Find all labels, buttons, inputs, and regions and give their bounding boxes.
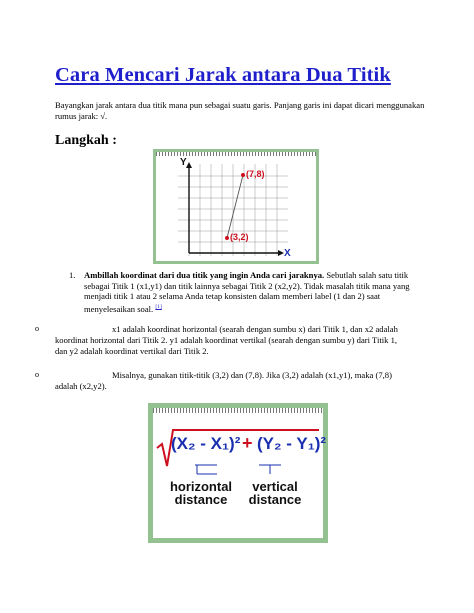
footnote-link[interactable]: [1] (155, 303, 162, 310)
page-title[interactable]: Cara Mencari Jarak antara Dua Titik (55, 64, 391, 86)
point-a-label: (3,2) (230, 232, 249, 242)
step-number: 1. (69, 270, 76, 280)
distance-formula-figure (148, 403, 328, 543)
formula-canvas (153, 408, 327, 538)
horizontal-label (167, 480, 235, 506)
bullet-mark: o (35, 324, 39, 333)
example-paragraph: Misalnya, gunakan titik-titik (3,2) dan (7,8). Jika (3,2) adalah (x1,y1), maka (7,8) adalah (x2,y2). (55, 370, 392, 391)
step-text (84, 270, 427, 314)
coordinate-graph-figure (153, 149, 319, 264)
graph-canvas (156, 152, 316, 261)
formula-x-term: (X₂ - X₁)² (171, 434, 241, 453)
vertical-label-line2: distance (248, 492, 302, 507)
explanation-paragraph: x1 adalah koordinat horizontal (searah dengan sumbu x) dari Titik 1, dan x2 adalah koordinat horizontal dari Titik 2. y1 adalah koordinat vertikal (searah dengan sumbu y) dari Titik 1, dan y2 adalah koordinat vertikal dari Titik 2. (55, 324, 398, 356)
point-b-label: (7,8) (246, 169, 265, 179)
step-bold-text: Ambillah koordinat dari dua titik yang ingin Anda cari jaraknya. (84, 270, 325, 280)
formula-y-term: (Y₂ - Y₁)² (257, 434, 327, 453)
horizontal-label-line1: horizontal (169, 479, 233, 494)
formula-plus: + (242, 433, 253, 453)
steps-heading: Langkah : (55, 133, 117, 148)
step-body-text: Sebutlah salah satu titik sebagai Titik 1 (x1,y1) dan titik lainnya sebagai Titik 2 (x2,y2). Tidak masalah titik mana yang menjadi titik 1 atau 2 selama Anda tetap konsisten dalam memberi label (1 dan 2) saat menyelesaikan soal. (84, 270, 410, 314)
vertical-label (243, 480, 307, 506)
vertical-label-line1: vertical (252, 479, 298, 494)
bullet-mark: o (35, 370, 39, 379)
horizontal-label-line2: distance (174, 492, 228, 507)
formula-svg (153, 408, 323, 538)
x-axis-label: X (284, 248, 291, 259)
intro-paragraph: Bayangkan jarak antara dua titik mana pun sebagai suatu garis. Panjang garis ini dapat dicari menggunakan rumus jarak: √. (55, 100, 425, 121)
y-axis-label: Y (180, 157, 187, 168)
graph-svg (156, 152, 316, 261)
